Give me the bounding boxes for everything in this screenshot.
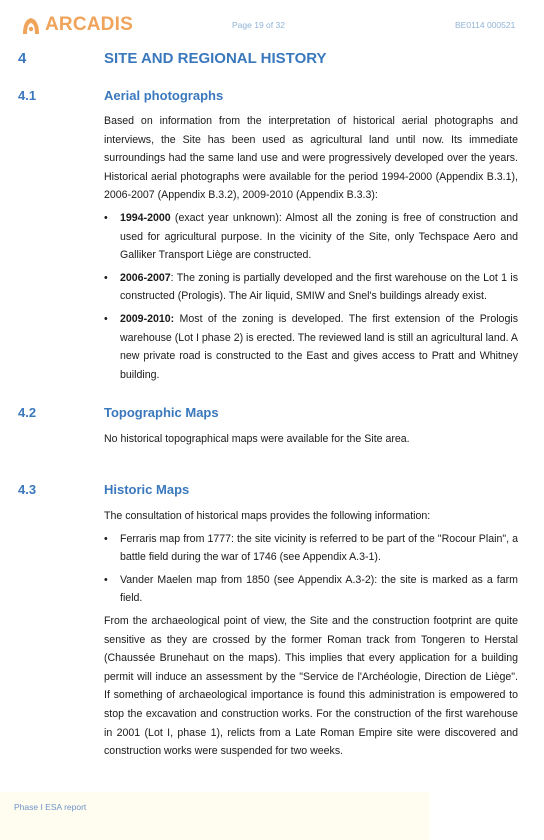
period-label: 2006-2007 — [120, 271, 171, 284]
period-label: 1994-2000 — [120, 211, 171, 224]
bullet-icon: • — [104, 271, 108, 284]
list-item — [104, 530, 518, 567]
footer-band — [0, 792, 430, 840]
list-item — [104, 310, 518, 384]
aerial-photographs-body — [104, 112, 518, 384]
list-item — [104, 269, 518, 306]
subsection-title: Historic Maps — [104, 482, 190, 497]
historic-intro-paragraph: The consultation of historical maps provides the following information: — [104, 510, 431, 522]
period-label: 2009-2010: — [120, 312, 175, 325]
subsection-number: 4.2 — [18, 405, 37, 420]
arcadis-logo-icon — [20, 14, 42, 36]
section-title: SITE AND REGIONAL HISTORY — [104, 50, 327, 67]
subsection-title: Aerial photographs — [104, 88, 224, 103]
aerial-bullet-list — [104, 209, 518, 384]
list-item — [104, 209, 518, 265]
historic-bullet-list — [104, 530, 518, 608]
page-footer: Phase I ESA report — [14, 802, 87, 812]
page-number: Page 19 of 32 — [232, 20, 285, 30]
period-text: : The zoning is partially developed and the first warehouse on the Lot 1 is constructed (Prologis). The Air liquid, SMIW and Snel's buildings already exist. — [120, 271, 518, 303]
subsection-number: 4.3 — [18, 482, 37, 497]
bullet-icon: • — [104, 573, 108, 586]
document-reference: BE0114 000521 — [455, 20, 516, 30]
section-number: 4 — [18, 50, 27, 67]
logo-text: ARCADIS — [45, 14, 133, 35]
topographic-paragraph: No historical topographical maps were available for the Site area. — [104, 433, 410, 445]
map-description: Ferraris map from 1777: the site vicinity is referred to be part of the "Rocour Plain", a battle field during the war of 1746 (see Appendix A.3-1). — [120, 532, 518, 564]
bullet-icon: • — [104, 211, 108, 224]
map-description: Vander Maelen map from 1850 (see Appendix A.3-2): the site is marked as a farm field. — [120, 573, 518, 605]
bullet-icon: • — [104, 532, 108, 545]
period-text: Most of the zoning is developed. The first extension of the Prologis warehouse (Lot I phase 2) is erected. The reviewed land is still an agricultural land. A new private road is constructed to the East and gives access to Pratt and Whitney building. — [120, 312, 518, 381]
subsection-title: Topographic Maps — [104, 405, 219, 420]
subsection-number: 4.1 — [18, 88, 37, 103]
historic-maps-body — [104, 507, 518, 761]
bullet-icon: • — [104, 312, 108, 325]
aerial-intro-paragraph: Based on information from the interpretation of historical aerial photographs and interviews, the Site has been used as agricultural land until now. Its immediate surroundings had the same land use and were progressively developed over the years. Historical aerial photographs were available for the period 1994-2000 (Appendix B.3.1), 2006-2007 (Appendix B.3.2), 2009-2010 (Appendix B.3.3): — [104, 115, 518, 202]
arcadis-logo — [20, 14, 133, 36]
topographic-maps-body — [104, 430, 518, 449]
page-header — [0, 14, 544, 38]
archaeology-paragraph: From the archaeological point of view, the Site and the construction footprint are quite sensitive as they are crossed by the former Roman track from Tongeren to Herstal (Chaussée Brunehaut on the maps). This implies that every application for a building permit will induce an assessment by the "Service de l'Archéologie, Direction de Liège". If something of archaeological importance is found this administration is empowered to stop the excavation and construction works. For the construction of the first warehouse in 2001 (Lot I, phase 1), relicts from a Late Roman Empire site were discovered and construction works were suspended for two weeks. — [104, 614, 518, 758]
list-item — [104, 571, 518, 608]
period-text: (exact year unknown): Almost all the zoning is free of construction and used for agricultural purpose. In the vicinity of the Site, only Techspace Aero and Galliker Transport Liège are constructed. — [120, 211, 518, 262]
